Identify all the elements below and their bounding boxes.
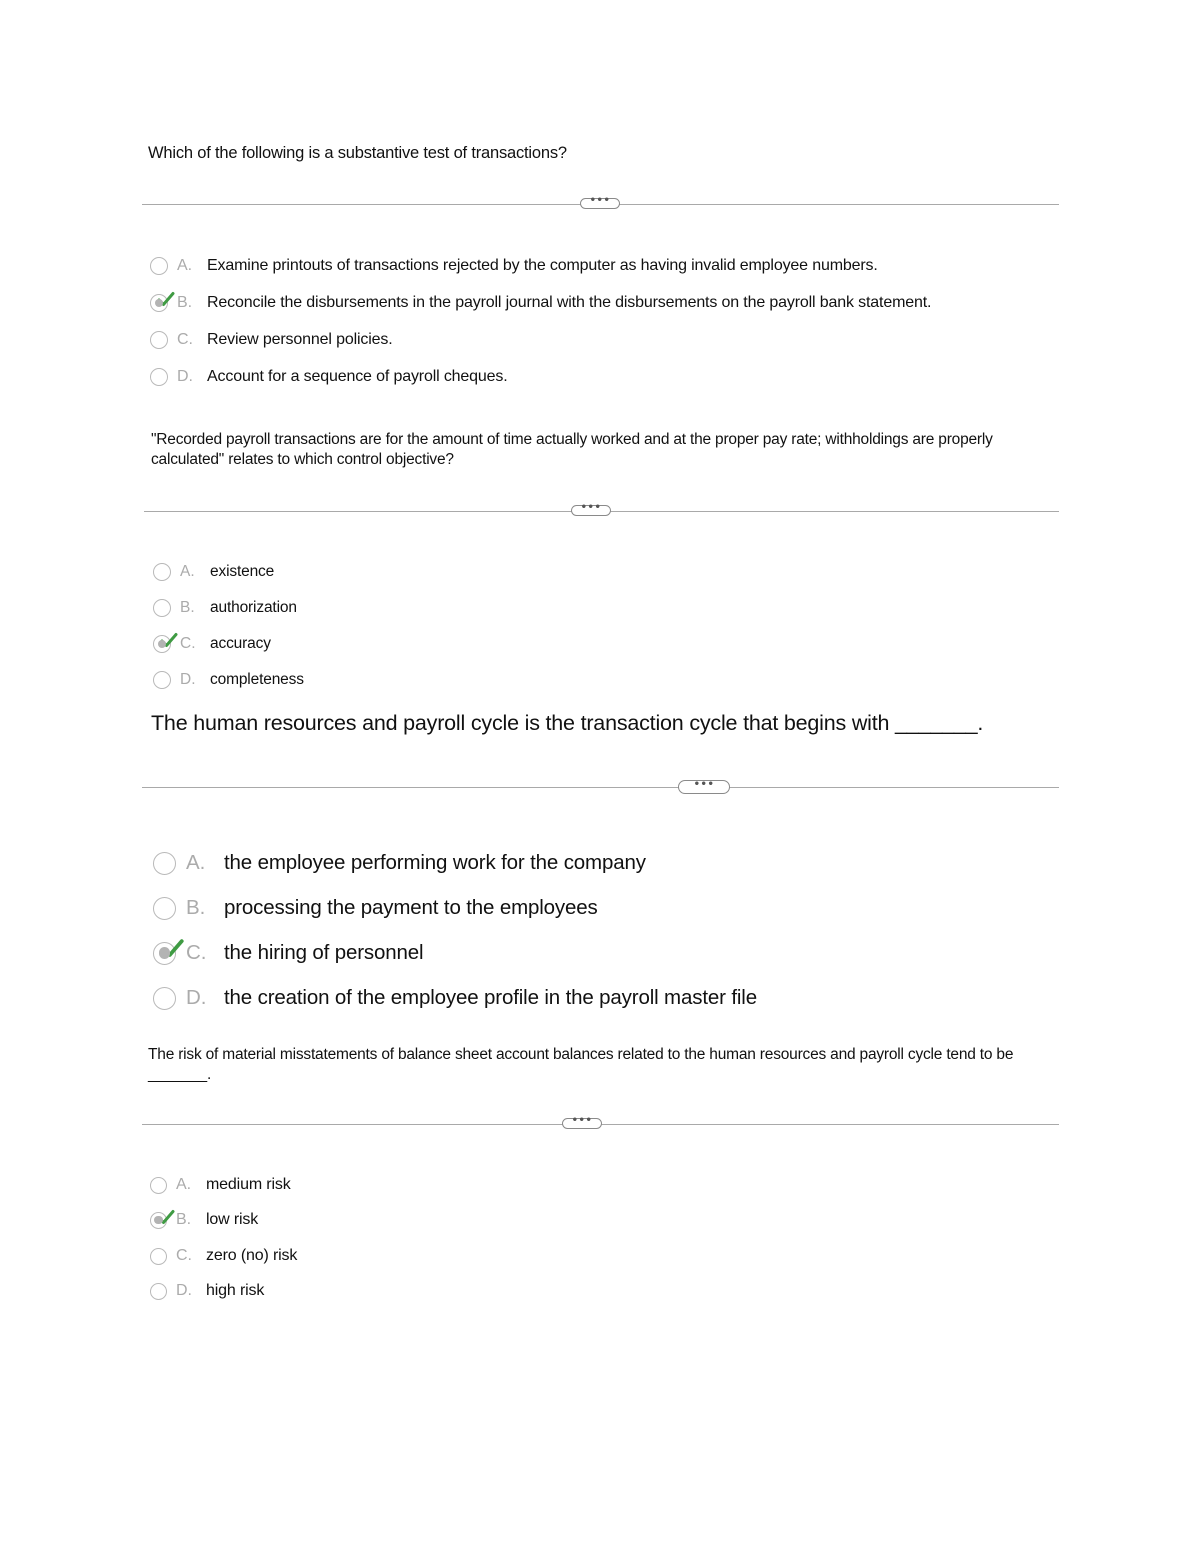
question-stem: Which of the following is a substantive test of transactions?	[148, 144, 567, 162]
expand-button[interactable]	[580, 195, 620, 209]
check-mark-icon	[158, 292, 174, 306]
radio-icon[interactable]	[153, 635, 171, 653]
option-letter: B.	[176, 1211, 192, 1228]
option-letter: A.	[180, 563, 195, 580]
ellipsis-icon: •••	[580, 502, 602, 513]
check-mark-icon	[163, 939, 183, 957]
ellipsis-icon: •••	[693, 778, 715, 790]
option-letter: C.	[180, 635, 196, 652]
option-letter: D.	[177, 368, 193, 385]
option-c[interactable]	[153, 632, 271, 656]
radio-icon[interactable]	[153, 671, 171, 689]
option-letter: D.	[180, 671, 196, 688]
option-d[interactable]	[153, 983, 757, 1013]
option-d[interactable]	[153, 668, 304, 692]
radio-icon[interactable]	[150, 257, 168, 275]
option-letter: C.	[177, 331, 193, 348]
expand-button[interactable]	[678, 780, 730, 794]
option-c[interactable]	[153, 938, 423, 968]
option-b[interactable]	[153, 596, 297, 620]
option-text: Reconcile the disbursements in the payroll journal with the disbursements on the payroll bank statement.	[207, 294, 932, 311]
option-text: Account for a sequence of payroll cheques.	[207, 368, 508, 385]
option-letter: A.	[176, 1176, 192, 1193]
check-mark-icon	[158, 1210, 174, 1224]
option-text: Review personnel policies.	[207, 331, 393, 348]
radio-icon[interactable]	[150, 368, 168, 386]
question-stem: The human resources and payroll cycle is the transaction cycle that begins with _______.	[151, 711, 984, 735]
option-c[interactable]	[150, 1244, 297, 1268]
option-text: existence	[210, 563, 275, 580]
option-text: low risk	[206, 1211, 259, 1228]
radio-icon[interactable]	[153, 897, 176, 920]
option-letter: C.	[176, 1247, 192, 1264]
option-a[interactable]	[150, 254, 878, 278]
radio-icon[interactable]	[150, 331, 168, 349]
option-a[interactable]	[150, 1173, 291, 1197]
option-text: authorization	[210, 599, 297, 616]
section-divider	[144, 502, 1059, 513]
option-b[interactable]	[153, 893, 598, 923]
option-letter: A.	[177, 257, 193, 274]
option-text: the creation of the employee profile in the payroll master file	[224, 986, 757, 1009]
option-letter: A.	[186, 851, 206, 874]
option-letter: B.	[177, 294, 193, 311]
expand-button[interactable]	[571, 502, 611, 516]
section-divider	[142, 195, 1059, 206]
option-text: medium risk	[206, 1176, 291, 1193]
radio-icon[interactable]	[150, 1283, 167, 1300]
ellipsis-icon: •••	[589, 195, 611, 206]
option-a[interactable]	[153, 560, 274, 584]
option-c[interactable]	[150, 328, 393, 352]
option-a[interactable]	[153, 848, 646, 878]
option-letter: B.	[186, 896, 206, 919]
option-letter: D.	[186, 986, 207, 1009]
question-stem: The risk of material misstatements of balance sheet account balances related to the human resources and payroll cycle tend to be _______.	[148, 1046, 1014, 1084]
option-text: processing the payment to the employees	[224, 896, 598, 919]
question-stem: "Recorded payroll transactions are for the amount of time actually worked and at the proper pay rate; withholdings are properly calculated" relates to which control objective?	[151, 431, 993, 469]
option-text: the hiring of personnel	[224, 941, 424, 964]
radio-icon[interactable]	[150, 1177, 167, 1194]
option-text: Examine printouts of transactions rejected by the computer as having invalid employee numbers.	[207, 257, 878, 274]
radio-icon[interactable]	[153, 987, 176, 1010]
check-mark-icon	[161, 633, 177, 647]
option-text: accuracy	[210, 635, 271, 652]
option-text: high risk	[206, 1282, 265, 1299]
section-divider	[142, 1115, 1059, 1126]
option-b[interactable]	[150, 1208, 258, 1232]
expand-button[interactable]	[562, 1115, 602, 1129]
radio-icon[interactable]	[150, 294, 168, 312]
radio-icon[interactable]	[150, 1248, 167, 1265]
radio-icon[interactable]	[153, 599, 171, 617]
radio-icon[interactable]	[150, 1212, 167, 1229]
radio-icon[interactable]	[153, 563, 171, 581]
option-text: completeness	[210, 671, 304, 688]
option-b[interactable]	[150, 291, 931, 315]
radio-icon[interactable]	[153, 852, 176, 875]
radio-icon[interactable]	[153, 942, 176, 965]
option-text: the employee performing work for the company	[224, 851, 646, 874]
option-d[interactable]	[150, 1279, 264, 1303]
option-text: zero (no) risk	[206, 1247, 298, 1264]
section-divider	[142, 778, 1059, 790]
option-letter: C.	[186, 941, 207, 964]
option-d[interactable]	[150, 365, 508, 389]
option-letter: B.	[180, 599, 195, 616]
option-letter: D.	[176, 1282, 192, 1299]
ellipsis-icon: •••	[571, 1115, 593, 1126]
